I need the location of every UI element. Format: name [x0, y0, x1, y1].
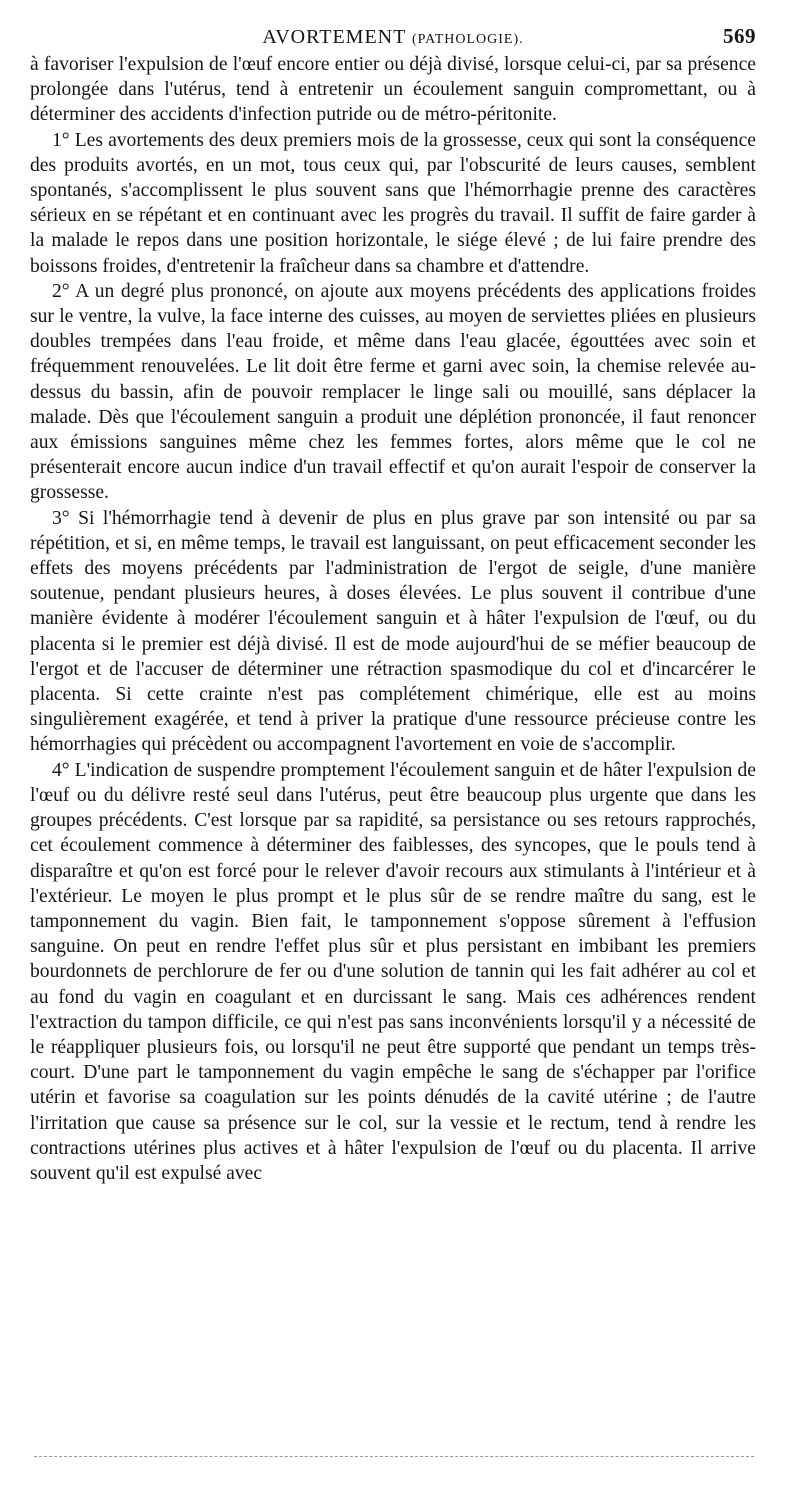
body-text	[30, 52, 756, 1186]
running-title	[30, 26, 756, 49]
paragraph-continuation: à favoriser l'expulsion de l'œuf encore entier ou déjà divisé, lorsque celui-ci, par sa présence prolongée dans l'utérus, tend à entretenir un écoulement sanguin compromettant, ou à déterminer des accidents d'infection putride ou de métro-péritonite.	[30, 54, 756, 126]
document-page	[30, 22, 756, 1186]
running-header	[30, 22, 756, 52]
paragraph-4: 4° L'indication de suspendre promptement l'écoulement sanguin et de hâter l'expulsion de l'œuf ou du délivre resté seul dans l'utérus, peut être beaucoup plus urgente que dans les groupes précédents. C'est lorsque par sa rapidité, sa persistance ou ses retours rapprochés, cet écoulement commence à déterminer des faiblesses, des syncopes, que le pouls tend à disparaître et qu'on est forcé pour le relever d'avoir recours aux stimulants à l'intérieur et à l'extérieur. Le moyen le plus prompt et le plus sûr de se rendre maître du sang, est le tamponnement du vagin. Bien fait, le tamponnement s'oppose sûrement à l'effusion sanguine. On peut en rendre l'effet plus sûr et plus persistant en imbibant les premiers bourdonnets de perchlorure de fer ou d'une solution de tannin qui les fait adhérer au col et au fond du vagin en coagulant et en durcissant le sang. Mais ces adhérences rendent l'extraction du tampon difficile, ce qui n'est pas sans inconvénients lorsqu'il y a nécessité de le réappliquer plusieurs fois, ou lorsqu'il ne peut être supporté que pendant un temps très-court. D'une part le tamponnement du vagin empêche le sang de s'échapper par l'orifice utérin et favorise sa coagulation sur les points dénudés de la cavité utérine ; de l'autre l'irritation que cause sa présence sur le col, sur la vessie et le rectum, tend à rendre les contractions utérines plus actives et à hâter l'expulsion de l'œuf ou du placenta. Il arrive souvent qu'il est expulsé avec	[30, 759, 756, 1184]
paragraph-2: 2° A un degré plus prononcé, on ajoute aux moyens précédents des applications froides sur le ventre, la vulve, la face interne des cuisses, au moyen de serviettes pliées en plusieurs doubles trempées dans l'eau froide, et même dans l'eau glacée, égouttées avec soin et fréquemment renouvelées. Le lit doit être ferme et garni avec soin, la chemise relevée au-dessus du bassin, afin de pouvoir remplacer le linge sali ou mouillé, sans déplacer la malade. Dès que l'écoulement sanguin a produit une déplétion prononcée, il faut renoncer aux émissions sanguines même chez les femmes fortes, alors même que le col ne présenterait encore aucun indice d'un travail effectif et qu'on aurait l'espoir de conserver la grossesse.	[30, 280, 756, 504]
paragraph-3: 3° Si l'hémorrhagie tend à devenir de plus en plus grave par son intensité ou par sa répétition, et si, en même temps, le travail est languissant, on peut efficacement seconder les effets des moyens précédents par l'administration de l'ergot de seigle, d'une manière soutenue, pendant plusieurs heures, à doses élevées. Le plus souvent il contribue d'une manière évidente à modérer l'écoulement sanguin et à hâter l'expulsion de l'œuf, ou du placenta si le premier est déjà divisé. Il est de mode aujourd'hui de se méfier beaucoup de l'ergot et de l'accuser de déterminer une rétraction spasmodique du col et d'incarcérer le placenta. Si cette crainte n'est pas complétement chimérique, elle est au moins singulièrement exagérée, et tend à priver la pratique d'une ressource précieuse contre les hémorrhagies qui précèdent ou accompagnent l'avortement en voie de s'accomplir.	[30, 507, 756, 756]
running-title-main: AVORTEMENT	[262, 26, 406, 48]
footer-dashed-rule	[34, 1456, 754, 1457]
running-title-subtitle: (PATHOLOGIE).	[411, 32, 524, 47]
page-number: 569	[723, 24, 756, 48]
paragraph-1: 1° Les avortements des deux premiers mois de la grossesse, ceux qui sont la conséquence des produits avortés, en un mot, tous ceux qui, par l'obscurité de leurs causes, semblent spontanés, s'accomplissent le plus souvent sans que l'hémorrhagie prenne des caractères sérieux en se répétant et en continuant avec les progrès du travail. Il suffit de faire garder à la malade le repos dans une position horizontale, le siége élevé ; de lui faire prendre des boissons froides, d'entretenir la fraîcheur dans sa chambre et d'attendre.	[30, 129, 756, 277]
